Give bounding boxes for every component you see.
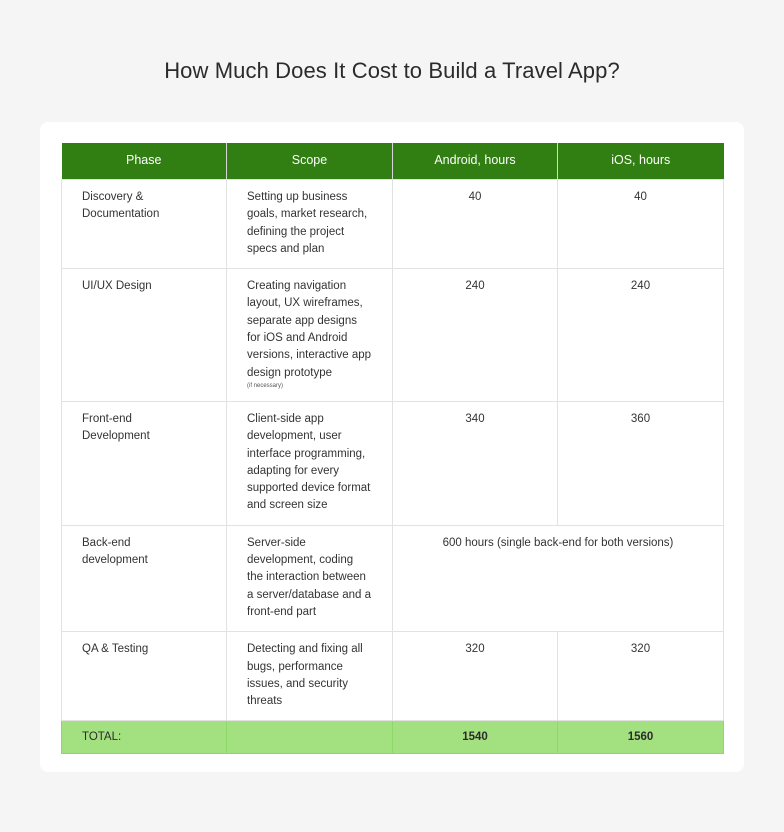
scope-cell: [227, 269, 393, 402]
android-hours-cell: 40: [393, 180, 558, 269]
total-row: [62, 721, 724, 754]
cost-table: [61, 143, 724, 754]
scope-text: Creating navigation layout, UX wireframes, separate app designs for iOS and Android versions, interactive app design prototype: [247, 280, 372, 379]
ios-hours-cell: 360: [558, 401, 724, 525]
page-title: How Much Does It Cost to Build a Travel App?: [164, 58, 620, 83]
table-row: [62, 401, 724, 525]
phase-cell: QA & Testing: [62, 632, 227, 721]
scope-cell: Detecting and fixing all bugs, performance issues, and security threats: [227, 632, 393, 721]
scope-note: (if necessary): [247, 382, 284, 389]
table-row: [62, 269, 724, 402]
table-header-row: [62, 143, 724, 180]
phase-cell: Back-end development: [62, 525, 227, 631]
cost-table-card: [40, 122, 744, 772]
scope-cell: Server-side development, coding the interaction between a server/database and a front-end part: [227, 525, 393, 631]
header-phase: Phase: [62, 143, 227, 180]
scope-cell: Setting up business goals, market research, defining the project specs and plan: [227, 180, 393, 269]
ios-hours-cell: 240: [558, 269, 724, 402]
phase-cell: UI/UX Design: [62, 269, 227, 402]
ios-hours-cell: 320: [558, 632, 724, 721]
total-scope-cell: [227, 721, 393, 754]
android-hours-cell: 340: [393, 401, 558, 525]
total-ios-hours: 1560: [558, 721, 724, 754]
phase-cell: Front-end Development: [62, 401, 227, 525]
total-android-hours: 1540: [393, 721, 558, 754]
total-label: TOTAL:: [62, 721, 227, 754]
combined-hours-cell: 600 hours (single back-end for both versions): [393, 525, 724, 631]
scope-cell: Client-side app development, user interface programming, adapting for every supported device format and screen size: [227, 401, 393, 525]
header-android-hours: Android, hours: [393, 143, 558, 180]
phase-cell: Discovery & Documentation: [62, 180, 227, 269]
table-row: [62, 525, 724, 631]
android-hours-cell: 240: [393, 269, 558, 402]
ios-hours-cell: 40: [558, 180, 724, 269]
android-hours-cell: 320: [393, 632, 558, 721]
table-row: [62, 180, 724, 269]
header-ios-hours: iOS, hours: [558, 143, 724, 180]
table-row: [62, 632, 724, 721]
header-scope: Scope: [227, 143, 393, 180]
